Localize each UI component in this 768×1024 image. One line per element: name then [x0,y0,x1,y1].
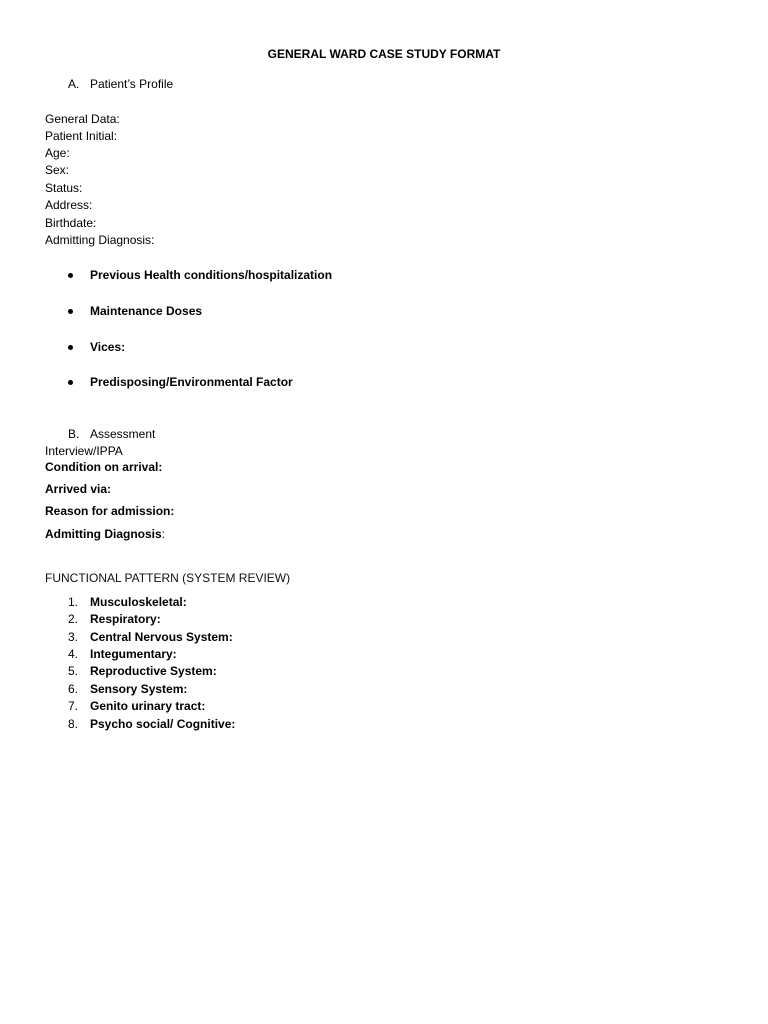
bullet-icon [68,309,73,314]
system-item-integumentary: Integumentary: [90,647,177,661]
system-item-number: 5. [68,664,79,678]
interview-ippa-label: Interview/IPPA [45,444,123,458]
patient-initial-label: Patient Initial: [45,129,118,143]
bullet-icon [68,380,73,385]
bullet-icon [68,273,73,278]
system-item-number: 3. [68,630,79,644]
section-a-marker: A. [68,77,80,91]
bullet-vices: Vices: [90,340,126,354]
admitting-diagnosis-label: Admitting Diagnosis: [45,233,155,247]
system-item-number: 1. [68,595,79,609]
general-data-label: General Data: [45,112,120,126]
system-item-sensory: Sensory System: [90,682,188,696]
bullet-predisposing: Predisposing/Environmental Factor [90,375,293,389]
assessment-admitting-diagnosis [45,526,165,543]
system-item-central-nervous: Central Nervous System: [90,630,233,644]
age-label: Age: [45,146,70,160]
section-b-label: Assessment [90,427,156,441]
status-label: Status: [45,181,83,195]
system-item-respiratory: Respiratory: [90,612,161,626]
arrived-via-label: Arrived via: [45,482,112,496]
system-item-number: 6. [68,682,79,696]
section-b-marker: B. [68,427,80,441]
system-item-number: 4. [68,647,79,661]
bullet-icon [68,345,73,350]
functional-pattern-heading: FUNCTIONAL PATTERN (SYSTEM REVIEW) [45,571,291,585]
section-a-label: Patient’s Profile [90,77,174,91]
system-item-genito-urinary: Genito urinary tract: [90,699,206,713]
system-item-number: 7. [68,699,79,713]
system-item-psycho-social: Psycho social/ Cognitive: [90,717,236,731]
system-item-number: 2. [68,612,79,626]
system-item-musculoskeletal: Musculoskeletal: [90,595,187,609]
bullet-maintenance-doses: Maintenance Doses [90,304,203,318]
address-label: Address: [45,198,93,212]
assessment-admitting-diagnosis-label: Admitting Diagnosis [45,527,162,541]
condition-on-arrival-label: Condition on arrival: [45,460,163,474]
birthdate-label: Birthdate: [45,216,97,230]
reason-for-admission-label: Reason for admission: [45,504,175,518]
system-item-reproductive: Reproductive System: [90,664,217,678]
document-title: GENERAL WARD CASE STUDY FORMAT [267,47,501,61]
assessment-admitting-diagnosis-colon: : [161,527,166,541]
bullet-previous-health: Previous Health conditions/hospitalization [90,268,333,282]
sex-label: Sex: [45,163,70,177]
system-item-number: 8. [68,717,79,731]
